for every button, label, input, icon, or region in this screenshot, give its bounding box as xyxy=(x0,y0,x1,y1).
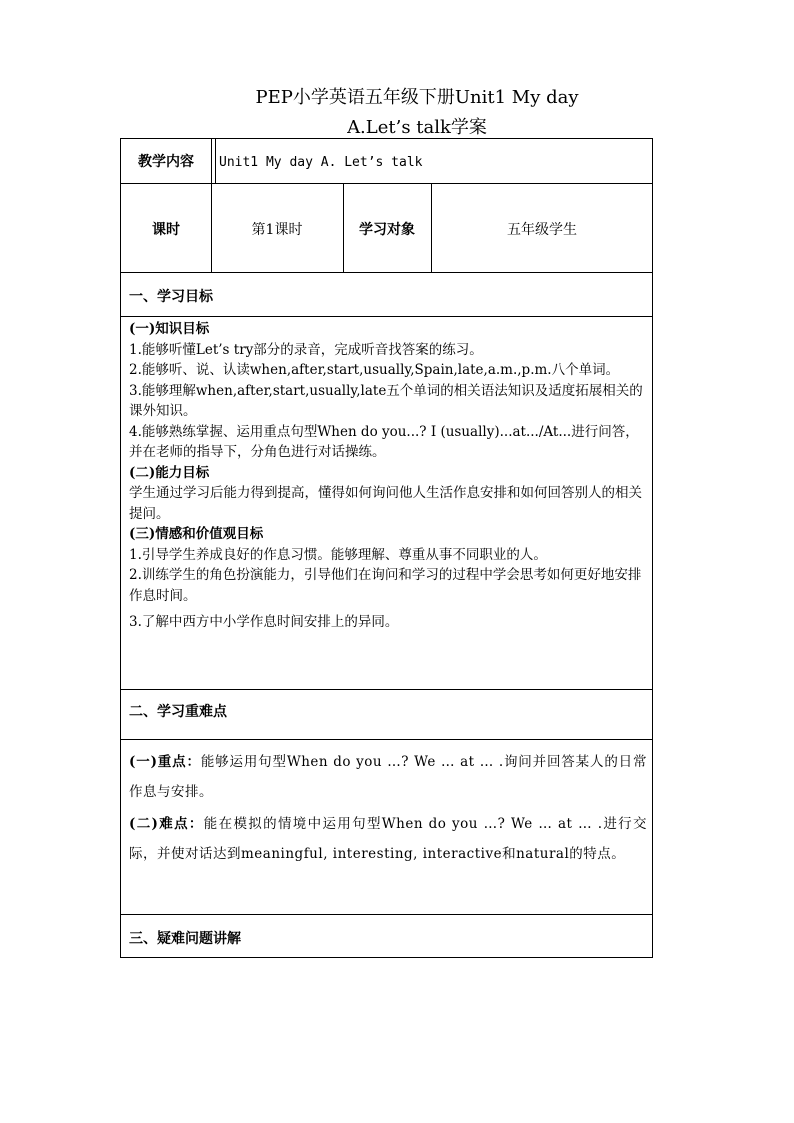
period-label: 课时 xyxy=(152,222,180,238)
ability-text: 学生通过学习后能力得到提高，懂得如何询问他人生活作息安排和如何回答别人的相关提问。 xyxy=(129,485,642,522)
key-point-label: (一)重点： xyxy=(129,754,201,770)
section-heading-objectives: 一、学习目标 xyxy=(129,289,213,305)
row-divider xyxy=(121,739,652,740)
document-title: PEP小学英语五年级下册Unit1 My day xyxy=(255,87,579,108)
column-divider xyxy=(215,139,216,183)
subheading-ability: (二)能力目标 xyxy=(129,464,210,481)
values-item: 3.了解中西方中小学作息时间安排上的异同。 xyxy=(129,614,399,630)
difficulty-label: (二)难点： xyxy=(129,816,204,832)
objective-item: 3.能够理解when,after,start,usually,late五个单词的相关语法知识及适度拓展相关的课外知识。 xyxy=(129,382,643,419)
objective-item: 2.能够听、说、认读when,after,start,usually,Spain,late,a.m.,p.m.八个单词。 xyxy=(129,362,620,378)
row-divider xyxy=(121,272,652,273)
target-value: 五年级学生 xyxy=(507,222,577,238)
target-label: 学习对象 xyxy=(359,222,415,238)
row-divider xyxy=(121,689,652,690)
row-divider xyxy=(121,914,652,915)
column-divider xyxy=(211,139,212,272)
subheading-values: (三)情感和价值观目标 xyxy=(129,526,264,542)
key-point-text: 能够运用句型When do you …? We … at … .询问并回答某人的日常作息与安排。 xyxy=(129,754,647,800)
objectives-body xyxy=(129,319,647,633)
row-divider xyxy=(121,316,652,317)
difficulty-text: 能在模拟的情境中运用句型When do you …? We … at … .进行交际，并使对话达到meaningful, interesting, interactive和natural的特点。 xyxy=(129,816,647,862)
row-divider xyxy=(121,183,652,184)
section-heading-key-points: 二、学习重难点 xyxy=(129,704,227,720)
values-item: 2.训练学生的角色扮演能力，引导他们在询问和学习的过程中学会思考如何更好地安排作息时间。 xyxy=(129,567,642,604)
lesson-plan-table xyxy=(120,138,653,958)
key-points-body xyxy=(129,747,647,869)
content-value: Unit1 My day A. Let’s talk xyxy=(219,155,423,170)
content-label: 教学内容 xyxy=(138,154,194,170)
values-item: 1.引导学生养成良好的作息习惯。能够理解、尊重从事不同职业的人。 xyxy=(129,546,547,563)
objective-item: 1.能够听懂Let’s try部分的录音，完成听音找答案的练习。 xyxy=(129,341,483,358)
document-subtitle: A.Let’s talk学案 xyxy=(347,117,487,138)
objective-item: 4.能够熟练掌握、运用重点句型When do you...? I (usually)...at.../At...进行问答，并在老师的指导下，分角色进行对话操练。 xyxy=(129,423,639,460)
subheading-knowledge: (一)知识目标 xyxy=(129,321,210,337)
section-heading-questions: 三、疑难问题讲解 xyxy=(129,931,241,947)
period-value: 第1课时 xyxy=(251,222,303,238)
